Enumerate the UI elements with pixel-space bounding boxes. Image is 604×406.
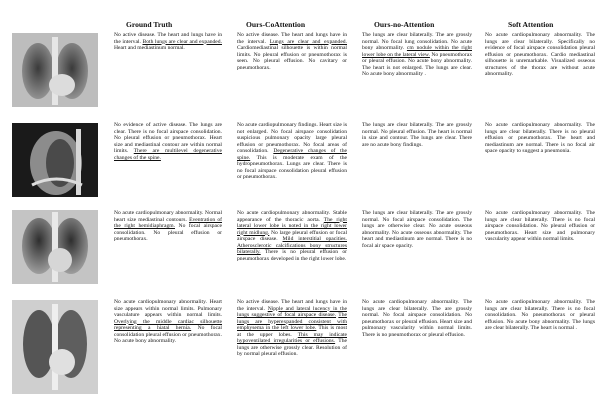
report-text: No evidence of active disease. The lungs are clear. There is no focal airspace consolidation. No pleural effusion or pneumothorax. Heart size and mediastinal contour are within normal limits.: [114, 122, 222, 155]
report-text: The lungs are clear bilaterally. The are grossly normal. No focal lung consolidation. No acute bony abnormality.: [362, 32, 472, 52]
row3-no-attention: [362, 210, 472, 249]
report-text: No acute cardiopulmonary abnormality. The lungs are clear bilaterally. Specifically no evidence of focal airspace consolidation pleural effusion or pneumothorax. Cardio mediastinal silhouette is unremarkable. Visualized osseous structures of the thorax are without acute abnormality.: [485, 32, 595, 78]
report-text: The lungs are clear bilaterally. The are grossly normal. No pleural effusion. The heart is normal in size and contour. The lungs are clear. There are no acute bony findings.: [362, 122, 472, 148]
row1-soft-attention: [485, 32, 595, 78]
report-text: This is moderate exam of the hydropneumothorax. Lungs are clear. There is no focal airspace consolidation pleural effusion or pneumothorax.: [237, 154, 347, 181]
report-text: No focal consolidation pleural effusion or pneumothorax. No acute bony abnormality.: [114, 325, 222, 345]
underlined-finding: The right lateral lower lobe is noted in the right lower right midlung.: [237, 216, 347, 236]
report-text: No large pleural effusion or focal airspace disease.: [237, 229, 347, 243]
row1-no-attention: [362, 32, 472, 78]
header-ground-truth: Ground Truth: [126, 20, 173, 29]
report-text: There is no pleural effusion or pneumothorax developed in the right lower lobe.: [237, 249, 347, 262]
row4-soft-attention: [485, 299, 595, 332]
underlined-finding: This may indicate hypoventilated irregularities or effusions.: [237, 331, 347, 345]
row2-ground-truth: [114, 122, 222, 161]
report-text: No acute cardiopulmonary abnormality. The lungs are clear bilaterally. There is no focal airspace consolidation. No pleural effusion or pneumothorax. Heart size and pulmonary vascularity appear within normal limits.: [485, 210, 595, 243]
row1-ground-truth: [114, 32, 222, 52]
header-soft-attention: Soft Attention: [508, 20, 554, 29]
underlined-finding: cm nodule within the right lower lobe on the lateral view.: [362, 45, 472, 58]
underlined-finding: The lungs are hyperexpanded consistent with emphysema in the left lower lobe.: [237, 312, 347, 332]
report-text: No acute cardiopulmonary abnormality. The lungs are clear bilaterally. There is no pleural effusion or pneumothorax. The heart and mediastinum are normal. There is no focal air space opacity to suggest a pneumonia.: [485, 122, 595, 155]
report-text: No active disease. The heart and lungs have in the interval.: [237, 32, 347, 45]
row2-no-attention: [362, 122, 472, 148]
row2-coattention: [237, 122, 347, 181]
header-ours-no-attention: Ours-no-Attention: [374, 20, 435, 29]
row2-soft-attention: [485, 122, 595, 155]
report-text: No acute cardiopulmonary abnormality. Stable appearance of the thoracic aorta.: [237, 210, 347, 223]
underlined-finding: Overlying the middle cardiac silhouette representing a hiatal hernia.: [114, 318, 222, 332]
report-text: No acute cardiopulmonary abnormality. The lungs are clear bilaterally. The are grossly normal. No focal airspace consolidation. No pneumothorax or pleural effusion. Heart size and pulmonary vascularity within normal limits. There is no pneumothorax or pleural effusion.: [362, 299, 472, 338]
underlined-finding: There are multilevel degenerative changes of the spine.: [114, 148, 222, 161]
row4-no-attention: [362, 299, 472, 338]
report-text: Heart and mediastinum normal.: [114, 45, 185, 52]
report-text: Cardiomediastinal silhouette is within normal limits. No pleural effusion or pneumothorax is seen. No pleural effusion. No cavitary or pneumothorax.: [237, 45, 347, 71]
row4-coattention: [237, 299, 347, 358]
chest-xray-lateral-icon: [12, 300, 98, 394]
underlined-finding: Eventration of the right hemidiaphragm.: [114, 216, 222, 230]
underlined-finding: Both lungs are clear and expanded.: [142, 38, 222, 45]
report-text: No focal airspace consolidation. No pleural effusion or pneumothorax.: [114, 223, 222, 243]
report-text: No acute cardiopulmonary abnormality. Normal heart size mediastinal contours.: [114, 210, 222, 223]
underlined-finding: Degenerative changes of the spine.: [237, 148, 347, 161]
report-text: No active disease. The heart and lungs have in the interval.: [114, 32, 222, 45]
report-text: No active disease. The heart and lungs have in the interval.: [237, 299, 347, 312]
chest-xray-frontal-icon: [12, 33, 98, 107]
underlined-finding: Mild interstitial opacities. Atherosclerotic calcifications bony structures bilaterally.: [237, 236, 347, 256]
report-text: No pneumothorax or pleural effusion. No acute bony abnormality. The heart is not enlarged. The lungs are clear. No acute bony abnormality .: [362, 51, 472, 78]
report-text: The lungs are clear bilaterally. The are grossly normal. No focal airspace consolidation. The lungs are otherwise clear. No acute osseous abnormality. No acute osseous abnormality. The heart and mediastinum are normal. There is no focal air space opacity.: [362, 210, 472, 249]
report-text: This is most at the upper lobes.: [237, 325, 347, 338]
report-text: The lungs are otherwise grossly clear. Resolution of by normal pleural effusion.: [237, 338, 347, 358]
header-ours-coattention: Ours-CoAttention: [246, 20, 306, 29]
row3-coattention: [237, 210, 347, 262]
chest-xray-lateral-icon: [12, 123, 98, 197]
row3-soft-attention: [485, 210, 595, 243]
row3-ground-truth: [114, 210, 222, 243]
chest-xray-frontal-icon: [12, 210, 98, 284]
report-text: No acute cardiopulmonary abnormality. Heart size appears within normal limits. Pulmonary vasculature appears within normal limits.: [114, 299, 222, 319]
report-text: No acute cardiopulmonary findings. Heart size is not enlarged. No focal airspace consolidation suspicious pulmonary opacity large pleural effusion or pneumothorax. No focal areas of consolidation.: [237, 122, 347, 155]
row4-ground-truth: [114, 299, 222, 345]
report-text: No acute cardiopulmonary abnormality. The lungs are clear bilaterally. There is no focal consolidation. No pneumothorax or pleural effusion. No acute bony abnormality. The lungs are clear bilaterally. The heart is normal .: [485, 299, 595, 332]
underlined-finding: Lungs are clear and expanded.: [269, 38, 347, 45]
row1-coattention: [237, 32, 347, 71]
underlined-finding: Nipple and lateral lucency in the lungs suggestive of focal airspace disease.: [237, 305, 347, 319]
